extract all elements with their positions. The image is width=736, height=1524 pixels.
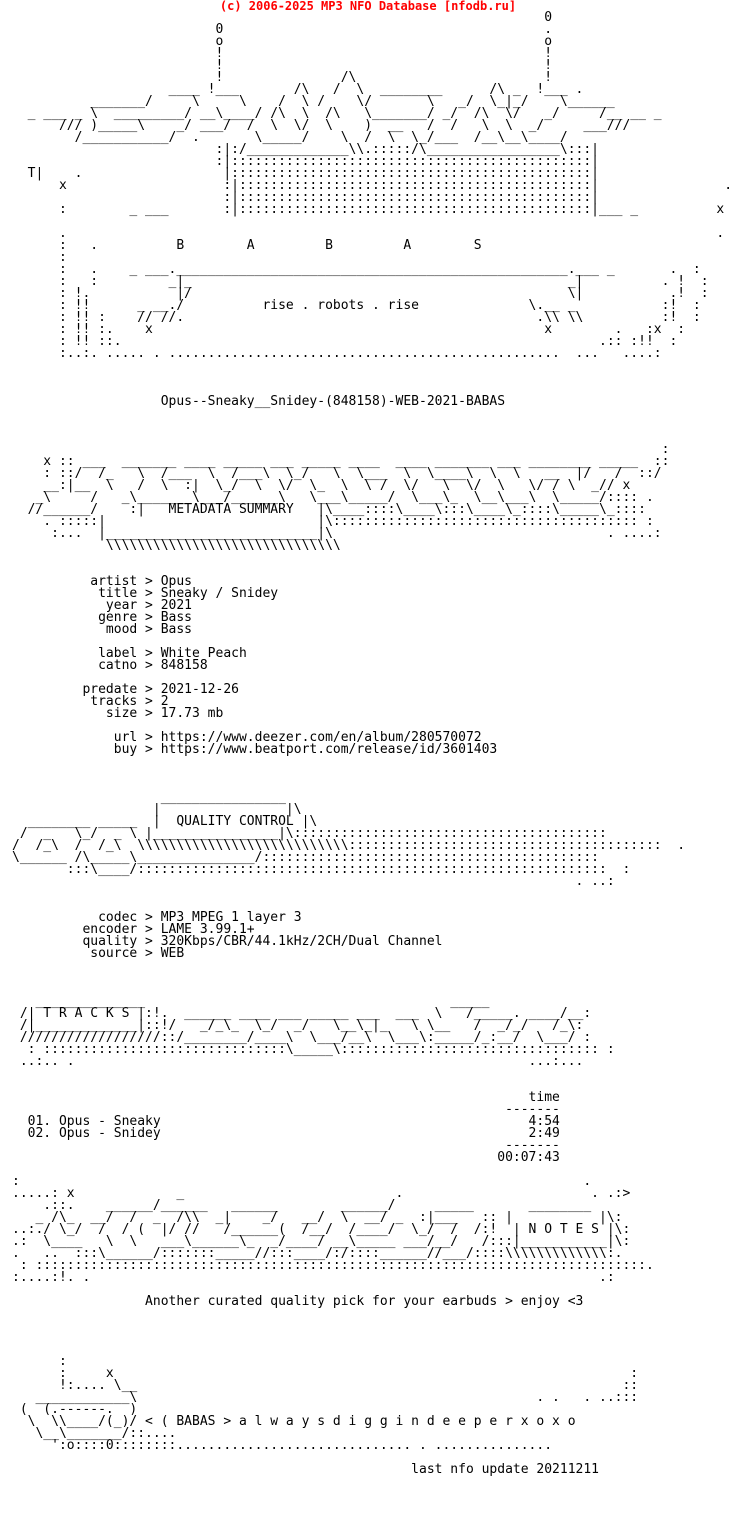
nfo-line: T| . |::::::::::::::::::::::::::::::::::::::::::::::| <box>12 166 599 181</box>
nfo-line: : . B A B A S <box>12 238 482 253</box>
nfo-line: ____________\ . . . ..::: <box>12 1390 639 1405</box>
nfo-line: : ::/ /_ \ /___ \ /___\ \_/ \ \___ \ \____\ \ \ __ |/ / ::/ <box>12 466 662 481</box>
nfo-line <box>12 552 732 564</box>
nfo-line <box>12 372 732 384</box>
nfo-line: size > 17.73 mb <box>12 706 224 721</box>
nfo-line: /___________/ . \_____/ \ / \ \_/___ /__\__\____/ <box>12 130 599 145</box>
nfo-line: \ \\____/(_)/ < ( BABAS > a l w a y s d i g g i n d e e p e r x o x o <box>12 1414 576 1429</box>
nfo-line: : !! ::. .:: :!! : <box>12 334 678 349</box>
nfo-line: quality > 320Kbps/CBR/44.1kHz/2CH/Dual Channel <box>12 934 443 949</box>
nfo-line: predate > 2021-12-26 <box>12 682 239 697</box>
nfo-line: :..:. ..... . .................................................. ... ....: <box>12 346 662 361</box>
nfo-line: ________ _____ | QUALITY CONTROL |\ <box>12 814 318 829</box>
nfo-line <box>12 1320 732 1332</box>
site-header: (c) 2006-2025 MP3 NFO Database [nfodb.ru] <box>219 0 517 13</box>
nfo-line: Another curated quality pick for your earbuds > enjoy <3 <box>12 1294 584 1309</box>
nfo-line: 0 <box>12 10 553 25</box>
nfo-line: _______/ \ \ / \ / \/ \ _/ \_|_/ \______ <box>12 94 615 109</box>
nfo-line: encoder > LAME 3.99.1+ <box>12 922 255 937</box>
nfo-line: ! ! <box>12 58 553 73</box>
nfo-line <box>12 888 732 900</box>
nfo-line <box>12 1308 732 1320</box>
nfo-line: .: \____ \ \ ___\______\_ _/____/ __\_____ ___/__/ /:::|___________|\: <box>12 1234 631 1249</box>
nfo-line: / /_\ / /_\ \\\\\\\\\\\\\\\\\\\\\\\\\\\:::::::::::::::::::::::::::::::::::::::: . <box>12 838 686 853</box>
nfo-line: : !! : // //. .\\ \\ :! : <box>12 310 701 325</box>
nfo-line: ______________ _____ <box>12 994 490 1009</box>
nfo-line: /// )_____\ _/ ___/ / \ \/ \ ) __ / / \ \ _/ ___/// <box>12 118 631 133</box>
nfo-line: ____ !___ /\ / \ ________ /\ _ !___ . <box>12 82 584 97</box>
nfo-line: / _ \_/ _ \ |________________|\:::::::::::::::::::::::::::::::::::::::: <box>12 826 607 841</box>
nfo-line <box>12 1068 732 1080</box>
nfo-line: url > https://www.deezer.com/en/album/280570072 <box>12 730 482 745</box>
nfo-text <box>12 12 732 1476</box>
nfo-line: : !! _ __./ rise . robots . rise \.__ _ :! : <box>12 298 701 313</box>
nfo-line: artist > Opus <box>12 574 193 589</box>
nfo-line: ..:.. . ...:... <box>12 1054 584 1069</box>
nfo-line: ------- <box>12 1102 560 1117</box>
nfo-line: : !! :. x x . :x : <box>12 322 686 337</box>
nfo-line: | |\ <box>12 802 302 817</box>
nfo-line: /| T R A C K S |:!. ______ ____ ___ _____ ___ ___ \ /_____. ____/__: <box>12 1006 592 1021</box>
nfo-line: : x : <box>12 1366 639 1381</box>
nfo-line <box>12 960 732 972</box>
nfo-line: :....:!. . .: <box>12 1270 615 1285</box>
nfo-line: year > 2021 <box>12 598 193 613</box>
nfo-line: ------- <box>12 1138 560 1153</box>
nfo-line: .::. ______/______ ______ ______/ _____ ________ <box>12 1198 592 1213</box>
nfo-line: . :::::| |\::::::::::::::::::::::::::::::::::::::: : <box>12 514 654 529</box>
nfo-line: 00:07:43 <box>12 1150 560 1165</box>
nfo-line: : <box>12 1354 67 1369</box>
nfo-line: /|_____________|::!/ _/_\_ \_/ _/ \__\_|_ \ \__ / _/_/ /_\: <box>12 1018 584 1033</box>
nfo-line: :|:/_____________\\.:::::/\_________________\:::| <box>12 142 599 157</box>
nfo-line: . .. :::\______/:::::::_____//:::____/:/::::______//___/::::\\\\\\\\\\\\\:. <box>12 1246 623 1261</box>
nfo-line: :|:::::::::::::::::::::::::::::::::::::::::::::| <box>12 190 599 205</box>
nfo-line: : _ ___ :|:::::::::::::::::::::::::::::::::::::::::::::|___ _ x <box>12 202 725 217</box>
nfo-line: 0 . <box>12 22 553 37</box>
nfo-line: title > Sneaky / Snidey <box>12 586 279 601</box>
nfo-line <box>12 972 732 984</box>
nfo-line <box>12 1332 732 1344</box>
nfo-line <box>12 408 732 420</box>
nfo-line: . . <box>12 226 725 241</box>
nfo-line: mood > Bass <box>12 622 193 637</box>
nfo-line <box>12 1344 732 1356</box>
nfo-line: _ /\_ __/ / _ /\\ _| _/ __/ \ __/ _ :|___ :: | |\: <box>12 1210 623 1225</box>
nfo-line <box>12 360 732 372</box>
nfo-line <box>12 768 732 780</box>
nfo-line: source > WEB <box>12 946 185 961</box>
nfo-line: time <box>12 1090 560 1105</box>
nfo-line: 01. Opus - Sneaky 4:54 <box>12 1114 560 1129</box>
nfo-line: buy > https://www.beatport.com/release/id/3601403 <box>12 742 498 757</box>
nfo-line: !:.... \__ :: <box>12 1378 639 1393</box>
nfo-line: : <box>12 442 670 457</box>
nfo-line: __:|__ \ / \ :| \_/ \ \/ \_ \ \ / \/ \ \/ \ \/ / \ _// x <box>12 478 631 493</box>
nfo-line: : !. |/ \| .! : <box>12 286 709 301</box>
nfo-line: x :: ___ _______ ____ _____ ___ _____ ____ ____ _______ ___ ________ _____ :: <box>12 454 670 469</box>
nfo-line: : . <box>12 1174 592 1189</box>
nfo-line: ! /\ ! <box>12 70 553 85</box>
nfo-line: genre > Bass <box>12 610 193 625</box>
nfo-line <box>12 756 732 768</box>
nfo-line: x :|:::::::::::::::::::::::::::::::::::::::::::::| . <box>12 178 733 193</box>
nfo-line: label > White Peach <box>12 646 247 661</box>
nfo-line: //////////////////::/________/____\ \___/__\ \___\:_____/_:__/ \___/ : <box>12 1030 592 1045</box>
nfo-line: Opus--Sneaky__Snidey-(848158)-WEB-2021-BABAS <box>12 394 506 409</box>
nfo-line: ! ! <box>12 46 553 61</box>
nfo-line: : <box>12 250 67 265</box>
nfo-line: tracks > 2 <box>12 694 169 709</box>
nfo-line: ________________ <box>12 790 286 805</box>
nfo-line: . ..: <box>12 874 615 889</box>
nfo-line: _ ___ _ \ _________/ __\____/ /\ \ /\ \_______/ _/ /\ \/ _/ /__ __ _ <box>12 106 662 121</box>
nfo-line: _\ / _\_______\___/______\ \___\_____/ \___\_ \__\___\ \_____/:::: . <box>12 490 654 505</box>
nfo-line: \______ /\_____\_______________/::::::::::::::::::::::::::::::::::::::::::: <box>12 850 599 865</box>
nfo-line <box>12 420 732 432</box>
nfo-line: :... |___________________________|\ . ....: <box>12 526 662 541</box>
nfo-line: 02. Opus - Snidey 2:49 <box>12 1126 560 1141</box>
nfo-line: : : _|_ _| . ! : <box>12 274 709 289</box>
nfo-line: //______/ :| METADATA SUMMARY |\____::::\____\:::\____\_::::\_____\_:::: <box>12 502 646 517</box>
nfo-line: .....: x _ . . .:> <box>12 1186 631 1201</box>
nfo-line: \__\_______/::.... <box>12 1426 177 1441</box>
nfo-line: \\\\\\\\\\\\\\\\\\\\\\\\\\\\\\ <box>12 538 341 553</box>
nfo-line: ..:./ \_/ / / ( |/ // /______( /__/ /____/ \_/ / /:! | N O T E S |\: <box>12 1222 631 1237</box>
nfo-line: ':o::::0::::::::.............................. . ............... <box>12 1438 553 1453</box>
nfo-line: : :::::::::::::::::::::::::::::::\_____\::::::::::::::::::::::::::::::::: : <box>12 1042 615 1057</box>
nfo-line: catno > 848158 <box>12 658 208 673</box>
nfo-line: : ::::::::::::::::::::::::::::::::::::::::::::::::::::::::::::::::::::::::::::::. <box>12 1258 654 1273</box>
nfo-line: :::\____/:::::::::::::::::::::::::::::::::::::::::::::::::::::::::::: : <box>12 862 631 877</box>
nfo-line: last nfo update 20211211 <box>12 1462 599 1477</box>
nfo-line: ( (.------. ) <box>12 1402 138 1417</box>
nfo-line: o o <box>12 34 553 49</box>
nfo-line: codec > MP3 MPEG 1 layer 3 <box>12 910 302 925</box>
nfo-line: : . _ ___.__________________________________________________.___ _ . : <box>12 262 701 277</box>
nfo-line: :|::::::::::::::::::::::::::::::::::::::::::::::| <box>12 154 599 169</box>
